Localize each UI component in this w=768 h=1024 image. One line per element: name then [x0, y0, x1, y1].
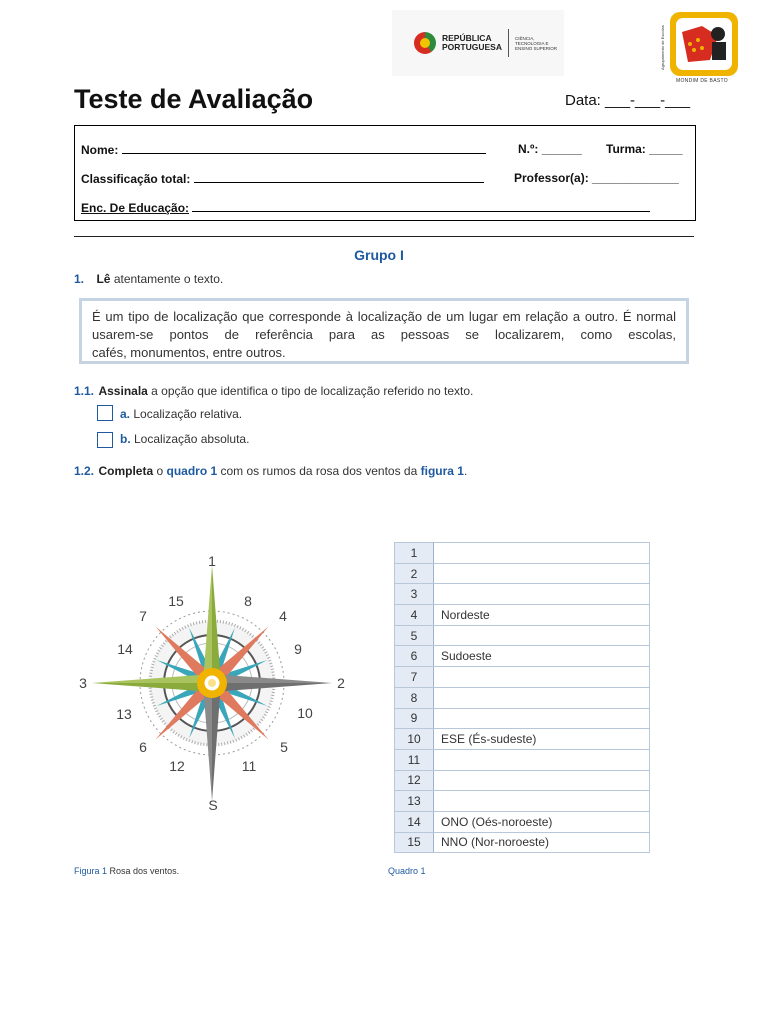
school-logo-caption: MONDIM DE BASTO: [676, 78, 728, 84]
gov-logo-ministry: CIÊNCIA, TECNOLOGIA E ENSINO SUPERIOR: [514, 35, 557, 51]
direction-answer-cell[interactable]: [434, 687, 650, 708]
compass-label-10: 10: [297, 705, 313, 721]
row-number: 3: [395, 584, 434, 605]
compass-label-12: 12: [169, 758, 185, 774]
table-row: [395, 563, 650, 584]
table-row: [395, 729, 650, 750]
row-number: 5: [395, 625, 434, 646]
number-field[interactable]: ______: [541, 142, 582, 156]
compass-rose-figure: [70, 545, 360, 825]
direction-answer-cell[interactable]: [434, 749, 650, 770]
figure-caption-text: Rosa dos ventos.: [107, 866, 180, 876]
row-number: 7: [395, 667, 434, 688]
direction-answer-cell[interactable]: ONO (Oés-noroeste): [434, 811, 650, 832]
class-label: Turma:: [606, 142, 646, 156]
question-1-verb: Lê: [96, 272, 111, 286]
reading-text-line2: cafés, monumentos, entre outros.: [92, 345, 286, 360]
compass-label-2: 2: [337, 675, 345, 691]
quadro-caption: [388, 866, 426, 876]
option-a[interactable]: [120, 407, 242, 421]
grade-label: Classificação total:: [81, 172, 191, 186]
direction-answer-cell[interactable]: ESE (És-sudeste): [434, 729, 650, 750]
row-number: 1: [395, 543, 434, 564]
compass-graphic: [92, 565, 332, 801]
row-number: 2: [395, 563, 434, 584]
compass-label-15: 15: [168, 593, 184, 609]
question-1-2-text-1: o: [153, 464, 167, 478]
group-title: Grupo I: [354, 247, 404, 263]
table-row: [395, 749, 650, 770]
direction-answer-cell[interactable]: [434, 543, 650, 564]
number-label: N.º:: [518, 142, 539, 156]
question-1: [74, 270, 223, 288]
teacher-label: Professor(a):: [514, 171, 589, 185]
portugal-emblem-icon: [414, 32, 436, 54]
question-1-number: 1.: [74, 272, 85, 286]
table-row: [395, 708, 650, 729]
compass-label-4: 4: [279, 608, 287, 624]
direction-answer-cell[interactable]: [434, 584, 650, 605]
guardian-field[interactable]: [192, 200, 650, 212]
school-logo: [660, 10, 742, 84]
row-number: 4: [395, 605, 434, 626]
option-b-letter: b.: [120, 432, 131, 446]
compass-label-8: 8: [244, 593, 252, 609]
question-1-text: atentamente o texto.: [110, 272, 224, 286]
table-row: [395, 646, 650, 667]
compass-label-13: 13: [116, 706, 132, 722]
compass-label-7: 7: [139, 608, 147, 624]
table-row: [395, 687, 650, 708]
date-field[interactable]: Data: ___-___-___: [565, 92, 691, 109]
option-b[interactable]: [120, 432, 249, 446]
grade-field[interactable]: [194, 171, 484, 183]
quadro-table: [394, 542, 650, 853]
direction-answer-cell[interactable]: NNO (Nor-noroeste): [434, 832, 650, 853]
name-field[interactable]: [122, 142, 486, 154]
question-1-2: [74, 462, 467, 480]
question-1-1-text: a opção que identifica o tipo de localização referido no texto.: [147, 384, 474, 398]
class-field[interactable]: _____: [649, 142, 683, 156]
question-1-1-number: 1.1.: [74, 384, 95, 398]
table-row: [395, 667, 650, 688]
direction-answer-cell[interactable]: [434, 770, 650, 791]
name-label: Nome:: [81, 143, 119, 157]
row-number: 13: [395, 791, 434, 812]
question-1-2-text-3: .: [463, 464, 468, 478]
compass-label-south: S: [208, 797, 218, 813]
row-number: 14: [395, 811, 434, 832]
teacher-field[interactable]: _____________: [592, 171, 679, 185]
table-row: [395, 584, 650, 605]
section-divider: [74, 236, 694, 237]
reading-text-line1: É um tipo de localização que corresponde à localização de um lugar em relação a outro. É normal usarem-se pontos de referência para as pessoas se localizarem, como escolas,: [92, 309, 676, 342]
table-row: [395, 543, 650, 564]
question-1-1-verb: Assinala: [98, 384, 148, 398]
compass-label-11: 11: [241, 758, 257, 774]
reading-text-box: [79, 298, 689, 364]
question-1-2-number: 1.2.: [74, 464, 95, 478]
guardian-label: Enc. De Educação:: [81, 201, 190, 215]
table-row: [395, 770, 650, 791]
compass-label-5: 5: [280, 739, 288, 755]
gov-logo-line2: PORTUGUESA: [442, 42, 502, 52]
question-1-2-verb: Completa: [98, 464, 154, 478]
row-number: 12: [395, 770, 434, 791]
row-number: 6: [395, 646, 434, 667]
row-number: 15: [395, 832, 434, 853]
row-number: 11: [395, 749, 434, 770]
figure-reference: figura 1: [420, 464, 464, 478]
table-row: [395, 605, 650, 626]
direction-answer-cell[interactable]: [434, 563, 650, 584]
option-b-text: Localização absoluta.: [130, 432, 250, 446]
option-a-checkbox[interactable]: [97, 405, 113, 421]
gov-logo-divider: [508, 29, 509, 57]
question-1-1: [74, 382, 473, 400]
row-number: 8: [395, 687, 434, 708]
government-logo: [392, 10, 564, 76]
direction-answer-cell[interactable]: [434, 791, 650, 812]
option-a-letter: a.: [120, 407, 131, 421]
figure-caption-ref: Figura 1: [74, 866, 108, 876]
table-row: [395, 832, 650, 853]
row-number: 10: [395, 729, 434, 750]
gov-logo-line1: REPÚBLICA: [442, 33, 492, 43]
direction-answer-cell[interactable]: [434, 625, 650, 646]
school-logo-side-text: Agrupamento de Escolas: [660, 25, 665, 70]
table-row: [395, 625, 650, 646]
quadro-caption-ref: Quadro 1: [388, 866, 426, 876]
table-row: [395, 791, 650, 812]
compass-label-6: 6: [139, 739, 147, 755]
figure-caption: [74, 866, 179, 876]
direction-answer-cell[interactable]: [434, 667, 650, 688]
page-title: Teste de Avaliação: [74, 84, 314, 114]
compass-label-3: 3: [79, 675, 87, 691]
question-1-2-text-2: com os rumos da rosa dos ventos da: [217, 464, 421, 478]
direction-answer-cell[interactable]: Nordeste: [434, 605, 650, 626]
option-b-checkbox[interactable]: [97, 432, 113, 448]
compass-label-14: 14: [117, 641, 133, 657]
table-row: [395, 811, 650, 832]
option-a-text: Localização relativa.: [130, 407, 243, 421]
row-number: 9: [395, 708, 434, 729]
quadro-reference: quadro 1: [166, 464, 218, 478]
direction-answer-cell[interactable]: Sudoeste: [434, 646, 650, 667]
direction-answer-cell[interactable]: [434, 708, 650, 729]
compass-label-1: 1: [208, 553, 216, 569]
compass-label-9: 9: [294, 641, 302, 657]
